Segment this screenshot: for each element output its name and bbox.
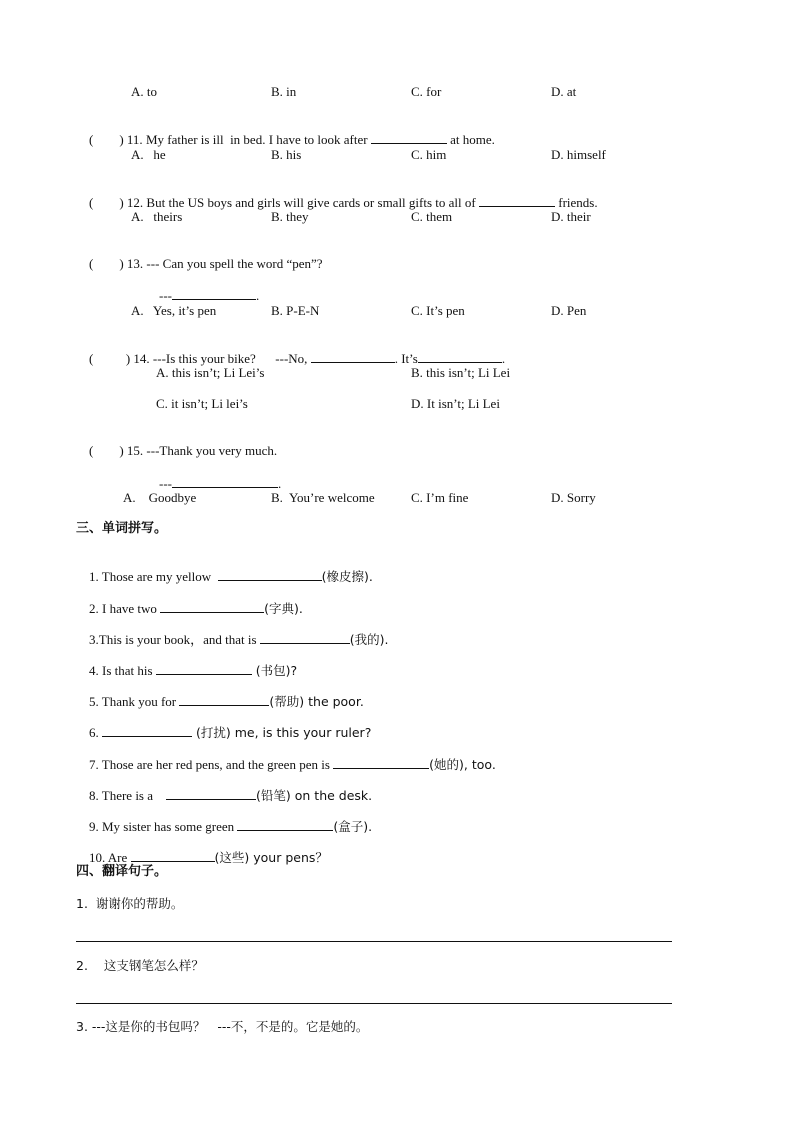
option-d: D. himself bbox=[551, 147, 606, 162]
translation-item-2: 2. 这支钢笔怎么样？ bbox=[76, 958, 204, 973]
item-hint: (书包)? bbox=[251, 663, 298, 678]
answer-blank[interactable] bbox=[179, 693, 269, 706]
option-c: C. for bbox=[411, 84, 442, 99]
period: . bbox=[501, 351, 506, 366]
section-4-title: 四、翻译句子。 bbox=[76, 864, 168, 879]
section-3-title: 三、单词拼写。 bbox=[76, 521, 168, 536]
question-text: My father is ill in bed. I have to look after bbox=[142, 132, 371, 147]
question-text: ---Is this your bike? ---No, bbox=[149, 351, 311, 366]
option-b: B. You’re welcome bbox=[271, 490, 375, 505]
answer-blank[interactable] bbox=[260, 631, 350, 644]
option-a: A. Goodbye bbox=[123, 490, 197, 505]
period: . bbox=[278, 476, 282, 491]
answer-blank[interactable] bbox=[166, 787, 256, 800]
option-c: C. I’m fine bbox=[411, 490, 469, 505]
item-text: 4. Is that his bbox=[89, 663, 156, 678]
translation-item-3: 3. ---这是你的书包吗？ ---不，不是的。它是她的。 bbox=[76, 1019, 369, 1034]
option-a: A. this isn’t; Li Lei’s bbox=[156, 365, 265, 380]
answer-blank[interactable] bbox=[172, 287, 256, 300]
option-c: C. him bbox=[411, 147, 447, 162]
item-hint: (她的), too. bbox=[429, 757, 496, 772]
item-hint: (盒子). bbox=[333, 819, 373, 834]
item-hint: (字典). bbox=[264, 601, 303, 616]
option-d: D. Sorry bbox=[551, 490, 596, 505]
answer-blank[interactable] bbox=[218, 568, 322, 581]
answer-paren: ( ) 14. bbox=[89, 351, 150, 366]
question-text: ---Thank you very much. bbox=[143, 443, 278, 458]
answer-blank[interactable] bbox=[333, 756, 429, 769]
answer-blank[interactable] bbox=[102, 724, 192, 737]
item-text: 2. I have two bbox=[89, 601, 161, 616]
item-text: 9. My sister has some green bbox=[89, 819, 238, 834]
dash-prefix: --- bbox=[159, 288, 172, 303]
answer-blank-2[interactable] bbox=[418, 350, 502, 363]
option-b: B. P-E-N bbox=[271, 303, 320, 318]
option-c: C. them bbox=[411, 209, 453, 224]
item-hint: (橡皮擦). bbox=[321, 569, 373, 584]
item-hint: (帮助) the poor. bbox=[269, 694, 364, 709]
period: . bbox=[256, 288, 260, 303]
answer-paren: ( ) 11. bbox=[89, 132, 143, 147]
question-text-tail: friends. bbox=[554, 195, 598, 210]
item-text: 5. Thank you for bbox=[89, 694, 180, 709]
option-d: D. Pen bbox=[551, 303, 587, 318]
option-d: D. their bbox=[551, 209, 591, 224]
question-text-mid: . It’s bbox=[394, 351, 418, 366]
option-c: C. It’s pen bbox=[411, 303, 465, 318]
item-hint: (这些) your pens？ bbox=[214, 850, 328, 865]
option-a: A. Yes, it’s pen bbox=[131, 303, 217, 318]
answer-blank[interactable] bbox=[371, 131, 447, 144]
option-d: D. at bbox=[551, 84, 577, 99]
answer-paren: ( ) 13. bbox=[89, 256, 144, 271]
answer-paren: ( ) 15. bbox=[89, 443, 144, 458]
option-a: A. to bbox=[131, 84, 157, 99]
item-text: 7. Those are her red pens, and the green pen is bbox=[89, 757, 334, 772]
answer-blank[interactable] bbox=[172, 475, 278, 488]
item-hint: (我的). bbox=[349, 632, 389, 647]
item-text: 3.This is your book，and that is bbox=[89, 632, 260, 647]
answer-blank[interactable] bbox=[156, 662, 252, 675]
answer-blank[interactable] bbox=[479, 194, 555, 207]
option-b: B. his bbox=[271, 147, 302, 162]
option-b: B. this isn’t; Li Lei bbox=[411, 365, 511, 380]
item-text: 6. bbox=[89, 725, 102, 740]
item-text: 8. There is a bbox=[89, 788, 167, 803]
item-hint: (铅笔) on the desk. bbox=[256, 788, 373, 803]
answer-blank-1[interactable] bbox=[311, 350, 395, 363]
answer-line-2[interactable] bbox=[76, 1003, 672, 1004]
item-hint: (打扰) me, is this your ruler? bbox=[192, 725, 372, 740]
option-b: B. they bbox=[271, 209, 309, 224]
translation-item-1: 1. 谢谢你的帮助。 bbox=[76, 896, 184, 911]
option-c: C. it isn’t; Li lei’s bbox=[156, 396, 248, 411]
option-d: D. It isn’t; Li Lei bbox=[411, 396, 500, 411]
item-text: 10. Are bbox=[89, 850, 131, 865]
question-text-tail: at home. bbox=[446, 132, 495, 147]
answer-line-1[interactable] bbox=[76, 941, 672, 942]
question-text: --- Can you spell the word “pen”? bbox=[143, 256, 323, 271]
option-a: A. he bbox=[131, 147, 166, 162]
answer-blank[interactable] bbox=[160, 600, 264, 613]
item-text: 1. Those are my yellow bbox=[89, 569, 218, 584]
answer-paren: ( ) 12. bbox=[89, 195, 144, 210]
option-b: B. in bbox=[271, 84, 297, 99]
dash-prefix: --- bbox=[159, 476, 172, 491]
answer-blank[interactable] bbox=[237, 818, 333, 831]
option-a: A. theirs bbox=[131, 209, 183, 224]
answer-blank[interactable] bbox=[131, 849, 215, 862]
question-text: But the US boys and girls will give cards or small gifts to all of bbox=[143, 195, 479, 210]
